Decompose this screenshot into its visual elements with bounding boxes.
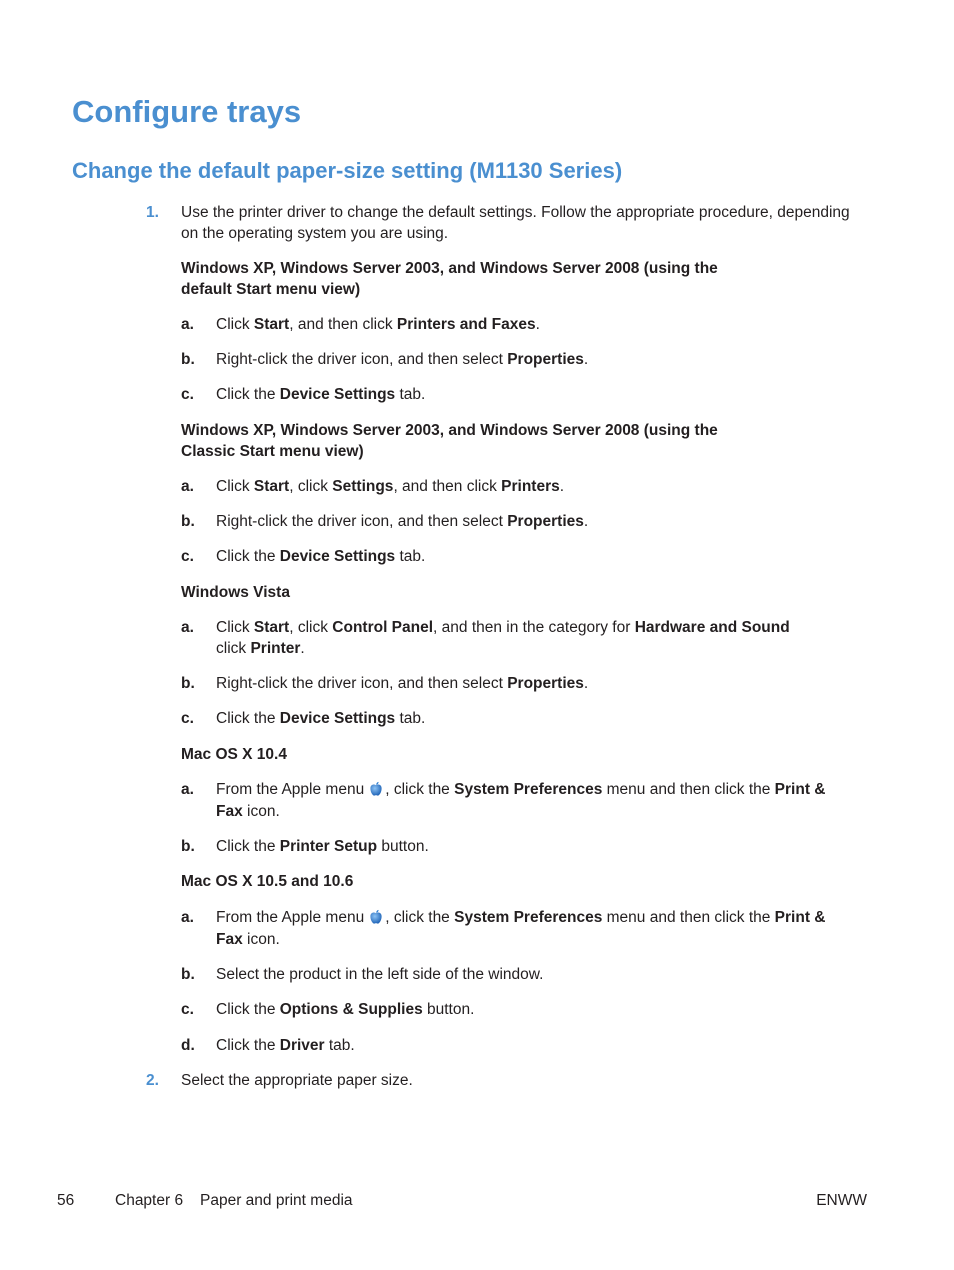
os-heading-xp-default-line2: default Start menu view): [181, 281, 361, 298]
substep-text: Click the Options & Supplies button.: [216, 1001, 475, 1018]
substep-letter: b.: [181, 351, 195, 368]
substep-text: Click the Device Settings tab.: [216, 548, 426, 565]
substep-letter: b.: [181, 675, 195, 692]
substep-text: Click the Driver tab.: [216, 1037, 355, 1054]
os-heading-xp-classic-line1: Windows XP, Windows Server 2003, and Windows Server 2008 (using the: [181, 422, 718, 439]
substep-letter: b.: [181, 838, 195, 855]
step-1-number: 1.: [146, 204, 159, 221]
substep-text-line2: Fax icon.: [216, 931, 280, 948]
substep-text-line1: From the Apple menu , click the System Preferences menu and then click the Print &: [216, 909, 826, 926]
substep-letter: c.: [181, 710, 194, 727]
os-heading-xp-default-line1: Windows XP, Windows Server 2003, and Windows Server 2008 (using the: [181, 260, 718, 277]
os-heading-vista: Windows Vista: [181, 584, 290, 601]
substep-letter: c.: [181, 1001, 194, 1018]
substep-text: Right-click the driver icon, and then select Properties.: [216, 675, 589, 692]
substep-text: Click Start, click Settings, and then click Printers.: [216, 478, 565, 495]
substep-text-line1: From the Apple menu , click the System Preferences menu and then click the Print &: [216, 781, 826, 798]
substep-letter: a.: [181, 909, 194, 926]
substep-letter: a.: [181, 781, 194, 798]
footer-section: Paper and print media: [200, 1192, 353, 1209]
page-title: Configure trays: [72, 94, 302, 129]
substep-text: Select the product in the left side of the window.: [216, 966, 544, 983]
step-1-text-line1: Use the printer driver to change the default settings. Follow the appropriate procedure, depending: [181, 204, 850, 221]
section-subtitle: Change the default paper-size setting (M1130 Series): [72, 158, 623, 183]
substep-letter: c.: [181, 548, 194, 565]
substep-text: Right-click the driver icon, and then select Properties.: [216, 513, 589, 530]
os-heading-xp-classic-line2: Classic Start menu view): [181, 443, 364, 460]
substep-text: Click Start, and then click Printers and Faxes.: [216, 316, 540, 333]
substep-letter: a.: [181, 478, 194, 495]
substep-letter: c.: [181, 386, 194, 403]
page-number: 56: [57, 1192, 75, 1209]
os-heading-mac-10-4: Mac OS X 10.4: [181, 746, 287, 763]
substep-text-line2: click Printer.: [216, 640, 305, 657]
apple-icon: [368, 781, 384, 797]
substep-text-line1: Click Start, click Control Panel, and then in the category for Hardware and Sound: [216, 619, 790, 636]
substep-text: Click the Device Settings tab.: [216, 386, 426, 403]
substep-letter: d.: [181, 1037, 195, 1054]
substep-letter: a.: [181, 619, 194, 636]
substep-text: Click the Printer Setup button.: [216, 838, 429, 855]
substep-letter: b.: [181, 966, 195, 983]
substep-letter: b.: [181, 513, 195, 530]
footer-chapter: Chapter 6: [115, 1192, 184, 1209]
substep-text: Right-click the driver icon, and then select Properties.: [216, 351, 589, 368]
step-2-text: Select the appropriate paper size.: [181, 1072, 413, 1089]
step-1-text-line2: on the operating system you are using.: [181, 225, 449, 242]
apple-icon: [368, 909, 384, 925]
os-heading-mac-10-5: Mac OS X 10.5 and 10.6: [181, 873, 354, 890]
substep-text: Click the Device Settings tab.: [216, 710, 426, 727]
substep-text-line2: Fax icon.: [216, 803, 280, 820]
step-2-number: 2.: [146, 1072, 159, 1089]
footer-enww: ENWW: [816, 1192, 867, 1209]
substep-letter: a.: [181, 316, 194, 333]
